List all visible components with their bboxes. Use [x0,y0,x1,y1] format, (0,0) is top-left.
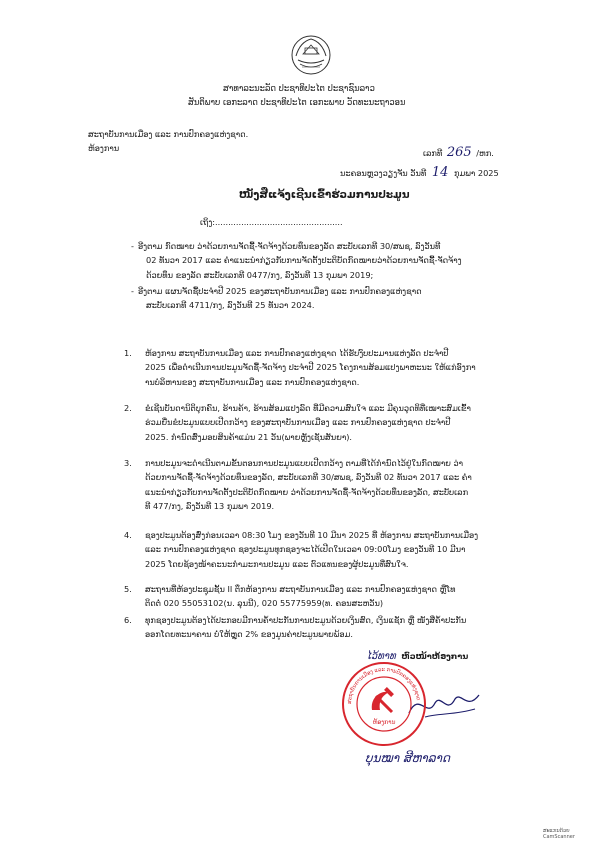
item-5 [145,582,455,611]
item-5-number: 5. [124,584,132,594]
country-name: ສາທາລະນະລັດ ປະຊາທິປະໄຕ ປະຊາຊົນລາວ [223,83,375,93]
item-4-line: ຊອງປະມູນຕ້ອງສົ່ງກ່ອນເວລາ 08:30 ໂມງ ຂອງວັນທີ 10 ມີນາ 2025 ທີ່ ຫ້ອງການ ສະຖາບັນການເມືອງ [145,530,479,540]
item-6-number: 6. [124,615,132,625]
reference-1-line: ດ້ວຍທຶນ ຂອງລັດ ສະບັບເລກທີ 0477/ກງ, ລົງວັນທີ 13 ກຸມພາ 2019; [146,269,374,280]
item-6-line: ອອກໂດຍທະນາຄານ ບໍ່ໃຫ້ຫຼຸດ 2% ຂອງມູນຄ່າປະມູນພາຍພ້ອມ. [145,629,353,640]
item-6-line: ທຸກຊອງປະມູນຕ້ອງໄດ້ປະກອບມີການຄ້ຳປະກັນການປະມູນດ້ວຍເງິນສົດ, ເງິນແຊັກ ຫຼື ໜັງສືຄ້ຳປະກັນ [145,615,467,625]
country-motto: ສັນຕິພາບ ເອກະລາດ ປະຊາທິປະໄຕ ເອກະພາບ ວັດທະນະຖາວອນ [188,97,406,107]
item-4-number: 4. [124,530,132,540]
place-date [340,165,499,181]
item-3 [145,456,472,514]
reference-2-bullet: - [131,286,134,296]
reference-1-bullet: - [131,241,134,251]
reference-number-handwritten: 265 [446,145,472,160]
item-3-number: 3. [124,458,132,468]
item-6 [145,613,466,642]
stamp-center-text: ຫ້ອງການ [372,719,396,726]
day-handwritten: 14 [431,165,449,180]
item-4-line: 2025 ໂດຍຊ້ອງໜ້າຄະນະກຳມະການປະມູນ ແລະ ຕົວແທນຂອງຜູ້ປະມູນທີ່ສົນໃຈ. [145,558,409,569]
item-3-line: ແນະນຳກ່ຽວກັບການຈັດຕັ້ງປະຕິບັດກົດໝາຍ ວ່າດ້ວຍການຈັດຊື້-ຈັດຈ້າງດ້ວຍທຶນຂອງລັດ, ສະບັບເລກ [145,486,469,497]
item-1-line: ານບໍລິຫານຂອງ ສະຖາບັນການເມືອງ ແລະ ການປົກຄອງແຫ່ງຊາດ. [145,376,360,387]
item-3-line: ທີ 477/ກງ, ລົງວັນທີ 13 ກຸມພາ 2019. [145,501,275,512]
reference-2-line: ອີງຕາມ ແຜນຈັດຊື້ປະຈຳປີ 2025 ຂອງສະຖາບັນການເມືອງ ແລະ ການປົກຄອງແຫ່ງຊາດ [138,286,422,296]
item-3-line: ດ້ວຍການຈັດຊື້-ຈັດຈ້າງດ້ວຍທຶນຂອງລັດ, ສະບັບເລກທີ 30/ສພຊ, ລົງວັນທີ 02 ທັນວາ 2017 ແລະ ຄຳ [145,472,472,483]
scanner-watermark: ສະແກນດ້ວຍ CamScanner [543,828,575,840]
item-4 [145,528,478,571]
reference-suffix: /ຫກ. [476,148,494,158]
reference-1-line: 02 ທັນວາ 2017 ແລະ ຄຳແນະນຳກ່ຽວກັບການຈັດຕັ້ງປະຕິບັດກົດໝາຍວ່າດ້ວຍການຈັດຊື້-ຈັດຈ້າງ [146,255,462,266]
item-1-line: ຫ້ອງການ ສະຖາບັນການເມືອງ ແລະ ການປົກຄອງແຫ່ງຊາດ ໄດ້ຮັບງົບປະມານແຫ່ງລັດ ປະຈຳປີ [145,348,449,358]
item-3-line: ການປະມູນຈະດຳເນີນຕາມຂັ້ນຕອນການປະມູນແບບເປີດກວ້າງ ຕາມທີ່ໄດ້ກຳນົດໄວ້ຢູ່ໃນກົດໝາຍ ວ່າ [145,458,464,468]
organization-name: ສະຖາບັນການເມືອງ ແລະ ການປົກຄອງແຫ່ງຊາດ. [88,129,249,139]
official-stamp-icon [340,660,428,748]
item-2 [145,401,471,444]
reference-label: ເລກທີ [423,148,443,158]
signature-prefix-handwritten: ໄວ້ທາທ [366,651,396,662]
item-2-line: ຂໍເຊີນບັນດານິຕິບຸກຄົນ, ຮ້ານຄ້າ, ຮ້ານສ້ອມແປງລົດ ທີ່ມີຄວາມສົນໃຈ ແລະ ມີຄຸນວຸດທິທີ່ເໝາະສົມເຂົ້າ [145,403,471,413]
reference-1 [138,239,462,282]
reference-number [423,145,494,161]
item-2-line: ຮ່ວມຍື່ນຂໍປະມູນແບບເປີດກວ້າງ ຂອງສະຖາບັນການເມືອງ ແລະ ການປົກຄອງແຫ່ງຊາດ ປະຈຳປີ [145,417,451,428]
item-1-line: 2025 ເພື່ອດຳເນີນການປະມູນຈັດຊື້-ຈັດຈ້າງ ປະຈຳປີ 2025 ໂຄງການສ້ອມແປງພາຫະນະ ໃຫ້ແກ່ອົງກາ [145,362,476,373]
stamp-ring-text: ສະຖາບັນການເມືອງ ແລະ ການປົກຄອງແຫ່ງຊາດ [346,666,421,705]
organization-office: ຫ້ອງການ [88,143,120,153]
reference-1-line: ອີງຕາມ ກົດໝາຍ ວ່າດ້ວຍການຈັດຊື້-ຈັດຈ້າງດ້ວຍທຶນຂອງລັດ ສະບັບເລກທີ 30/ສພຊ, ລົງວັນທີ [138,241,441,251]
place-date-label: ນະຄອນຫຼວງວຽງຈັນ ວັນທີ [340,168,427,178]
item-2-line: 2025. ກຳນົດສົ່ງມອບສິນຄ້າແມ່ນ 21 ວັນ(ພາຍຫຼັງເຊັນສັນຍາ). [145,431,353,442]
signer-name-handwritten: ບຸນໝາ ສີຫາລາດ [365,751,451,765]
signature-title: ຫົວໜ້າຫ້ອງການ [401,651,469,661]
month-year: ກຸມພາ 2025 [454,168,499,178]
reference-2-line: ສະບັບເລກທີ 4711/ກງ, ລົງວັນທີ 25 ທັນວາ 2024. [146,300,315,311]
national-emblem-icon [290,34,332,76]
document-title: ໜັງສືແຈ້ງເຊີນເຂົ້າຮ່ວມການປະມູນ [239,189,410,201]
item-1-number: 1. [124,348,132,358]
item-5-line: ສະຖານທີ່ຫ້ອງປະຊຸມຊັ້ນ II ຕຶກຫ້ອງການ ສະຖາບັນການເມືອງ ແລະ ການປົກຄອງແຫ່ງຊາດ ຫຼືໂທ [145,584,456,594]
reference-2 [138,284,422,313]
item-5-line: ຕິດຕໍ່ 020 55053102(ນ. ລຸນນີ), 020 55775959(ທ. ຄອນສະຫວັນ) [145,598,384,609]
item-1 [145,346,476,389]
item-2-number: 2. [124,403,132,413]
item-4-line: ແລະ ການປົກຄອງແຫ່ງຊາດ ຊອງປະມູນທຸກຊອງຈະໄດ້ເປີດໃນເວລາ 09:00ໂມງ ຂອງວັນທີ 10 ມີນາ [145,544,466,555]
recipient-line: ເຖິງ:................................................. [200,217,343,227]
